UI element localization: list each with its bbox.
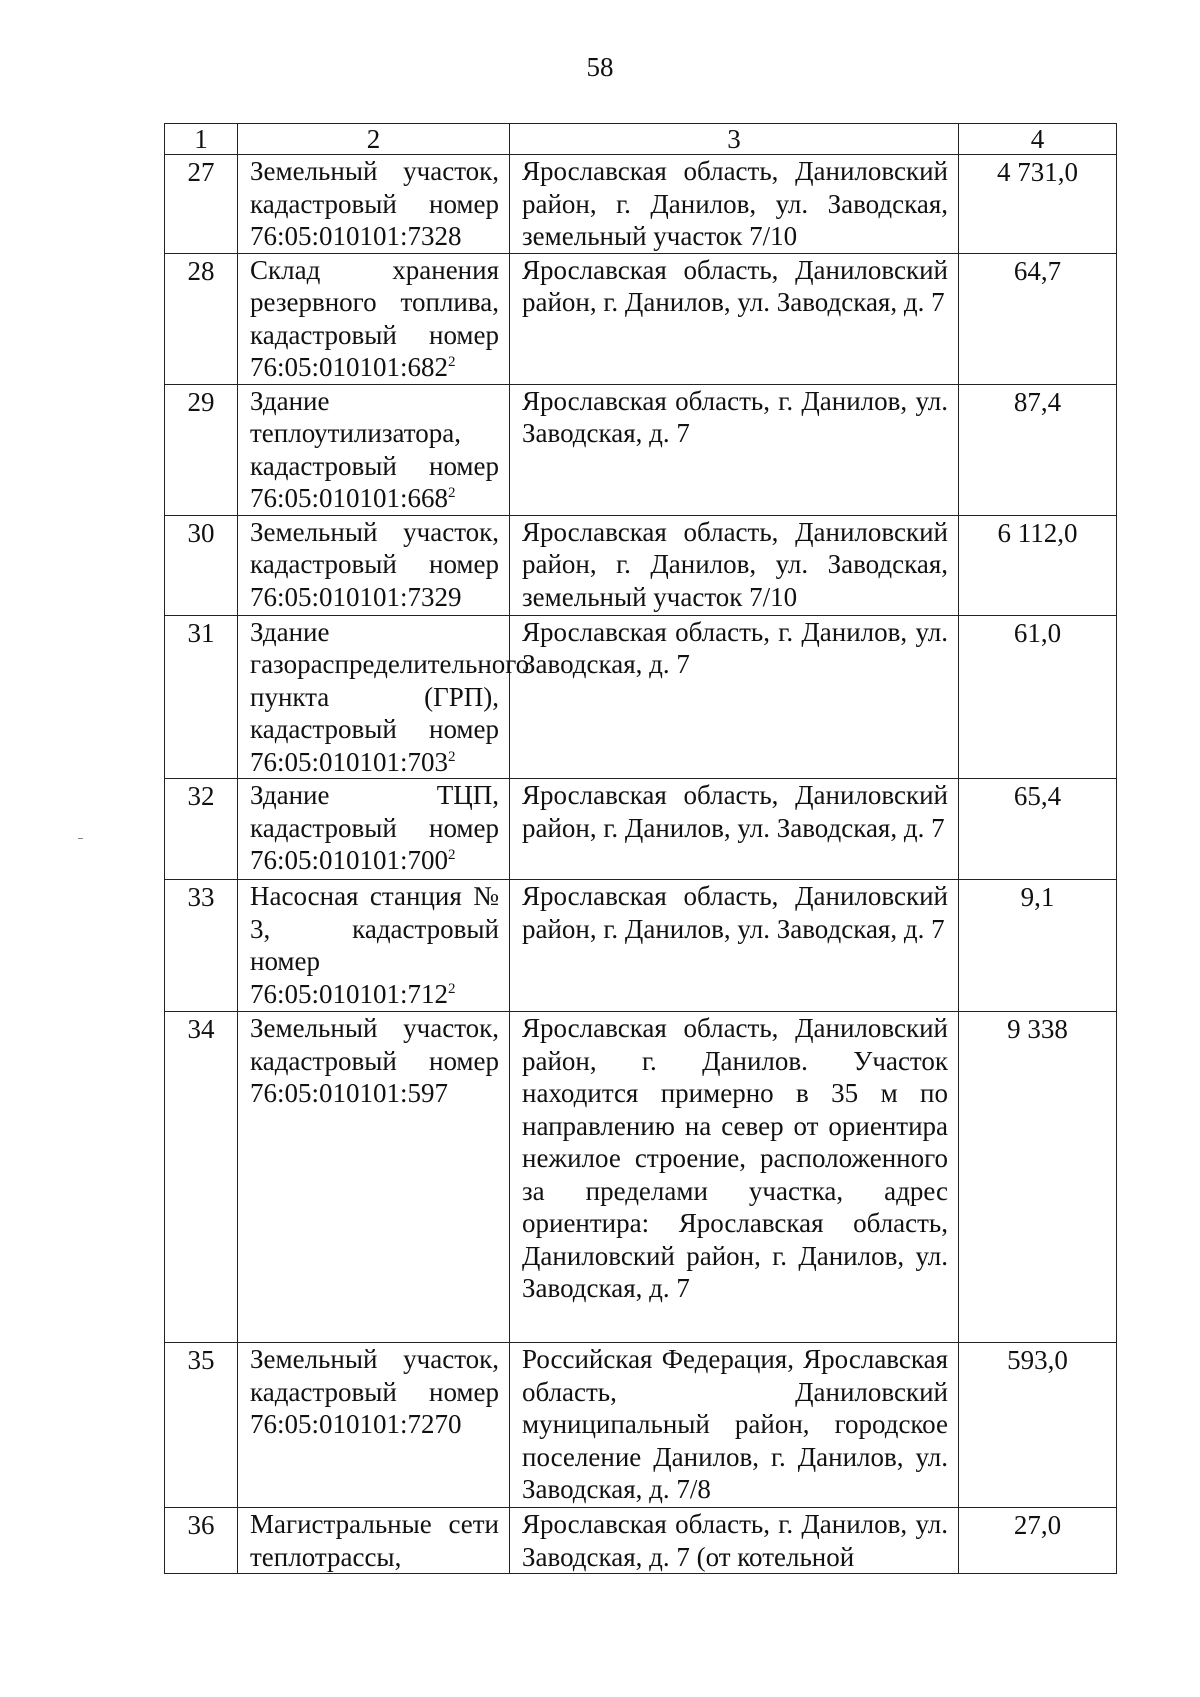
address-cell: [510, 253, 959, 384]
object-name: Земельный участок, кадастровый номер 76:05:010101:7329: [250, 516, 499, 612]
row-number-cell: [165, 253, 238, 384]
area-cell: [959, 155, 1117, 254]
address: Ярославская область, Даниловский район, г. Данилов, ул. Заводская, земельный участок 7/10: [522, 516, 948, 612]
address: Ярославская область, Даниловский район, г. Данилов, ул. Заводская, земельный участок 7/10: [522, 156, 948, 251]
object-name-cell: [238, 779, 510, 880]
area-value: 4 731,0: [997, 157, 1078, 187]
area-value: 61,0: [1013, 617, 1062, 648]
object-name-cell: [238, 253, 510, 384]
object-name-cell: [238, 155, 510, 254]
row-number-cell: [165, 779, 238, 880]
object-name: Земельный участок, кадастровый номер 76:05:010101:7328: [250, 156, 499, 251]
header-col-3: 3: [510, 124, 959, 155]
row-number: 27: [187, 157, 215, 187]
object-name: Земельный участок, кадастровый номер 76:05:010101:7270: [250, 1344, 499, 1439]
table-row: [165, 779, 1117, 880]
address-cell: [510, 615, 959, 779]
address: Ярославская область, г. Данилов, ул. Заводская, д. 7: [522, 616, 948, 679]
area-value: 64,7: [1013, 255, 1062, 286]
row-number-cell: [165, 1343, 238, 1508]
address-cell: [510, 155, 959, 254]
row-number: 28: [187, 255, 215, 286]
address: Российская Федерация, Ярославская область, Даниловский муниципальный район, городское поселение Данилов, г. Данилов, ул. Заводская, д. 7/8: [522, 1344, 948, 1504]
area-cell: [959, 615, 1117, 779]
area-value: 593,0: [1007, 1345, 1068, 1375]
area-cell: [959, 1508, 1117, 1574]
page-number: 58: [586, 52, 614, 82]
table-row: [165, 615, 1117, 779]
table-row: [165, 155, 1117, 254]
area-cell: [959, 384, 1117, 515]
row-number-cell: [165, 515, 238, 615]
row-number: 36: [187, 1510, 215, 1540]
area-cell: [959, 1343, 1117, 1508]
scan-artifact-mark: [78, 838, 83, 839]
table-row: [165, 1012, 1117, 1343]
row-number: 30: [187, 517, 215, 548]
table-row: [165, 515, 1117, 615]
object-name-cell: [238, 880, 510, 1012]
address: Ярославская область, г. Данилов, ул. Заводская, д. 7 (от котельной: [522, 1509, 948, 1572]
object-name-cell: [238, 1343, 510, 1508]
area-value: 9 338: [1007, 1014, 1068, 1044]
row-number: 29: [187, 386, 215, 417]
address: Ярославская область, Даниловский район, г. Данилов, ул. Заводская, д. 7: [522, 254, 948, 317]
object-name: Здание газораспределительного пункта (ГРП), кадастровый номер $76:05:010101:703^2$: [250, 616, 530, 777]
address-cell: [510, 1012, 959, 1343]
header-col-2: 2: [238, 124, 510, 155]
object-name-cell: [238, 1012, 510, 1343]
address-cell: [510, 384, 959, 515]
object-name: Здание ТЦП, кадастровый номер $76:05:010101:700^2$: [250, 780, 499, 875]
area-cell: [959, 1012, 1117, 1343]
area-cell: [959, 779, 1117, 880]
row-number: 35: [187, 1345, 215, 1375]
object-name-cell: [238, 515, 510, 615]
row-number-cell: [165, 615, 238, 779]
row-number-cell: [165, 384, 238, 515]
object-name: Земельный участок, кадастровый номер 76:05:010101:597: [250, 1013, 499, 1108]
table-row: [165, 880, 1117, 1012]
object-name-cell: [238, 384, 510, 515]
area-value: 87,4: [1013, 386, 1062, 417]
address-cell: [510, 779, 959, 880]
address-cell: [510, 1343, 959, 1508]
property-table: [164, 123, 1117, 1574]
table-row: [165, 384, 1117, 515]
row-number: 31: [187, 617, 215, 648]
row-number: 34: [187, 1014, 215, 1044]
table-row: [165, 1343, 1117, 1508]
area-cell: [959, 253, 1117, 384]
object-name: Склад хранения резервного топлива, кадастровый номер $76:05:010101:682^2$: [250, 254, 499, 382]
row-number-cell: [165, 155, 238, 254]
area-value: 27,0: [1013, 1510, 1062, 1540]
address: Ярославская область, Даниловский район, г. Данилов. Участок находится примерно в 35 м по направлению на север от ориентира нежилое строение, расположенного за пределами участка, адрес ориентира: Ярославская область, Даниловский район, г. Данилов, ул. Заводская, д. 7: [522, 1013, 948, 1303]
row-number-cell: [165, 1508, 238, 1574]
row-number: 32: [187, 781, 215, 811]
row-number: 33: [187, 882, 215, 912]
address-cell: [510, 1508, 959, 1574]
object-name: Здание теплоутилизатора, кадастровый номер $76:05:010101:668^2$: [250, 385, 499, 513]
address-cell: [510, 515, 959, 615]
row-number-cell: [165, 880, 238, 1012]
area-cell: [959, 880, 1117, 1012]
header-col-1: 1: [165, 124, 238, 155]
area-value: 9,1: [1020, 882, 1055, 912]
address-cell: [510, 880, 959, 1012]
address: Ярославская область, Даниловский район, г. Данилов, ул. Заводская, д. 7: [522, 881, 948, 944]
address: Ярославская область, Даниловский район, г. Данилов, ул. Заводская, д. 7: [522, 780, 948, 843]
object-name: Насосная станция № 3, кадастровый номер $76:05:010101:712^2$: [250, 881, 499, 1009]
area-cell: [959, 515, 1117, 615]
table-row: [165, 253, 1117, 384]
area-value: 6 112,0: [997, 517, 1078, 548]
row-number-cell: [165, 1012, 238, 1343]
header-col-4: 4: [959, 124, 1117, 155]
object-name-cell: [238, 615, 530, 779]
table-row: [165, 1508, 1117, 1574]
address: Ярославская область, г. Данилов, ул. Заводская, д. 7: [522, 385, 948, 448]
object-name: Магистральные сети теплотрассы,: [250, 1509, 499, 1572]
object-name-cell: [238, 1508, 510, 1574]
table-header-row: [165, 124, 1117, 155]
area-value: 65,4: [1013, 781, 1062, 811]
